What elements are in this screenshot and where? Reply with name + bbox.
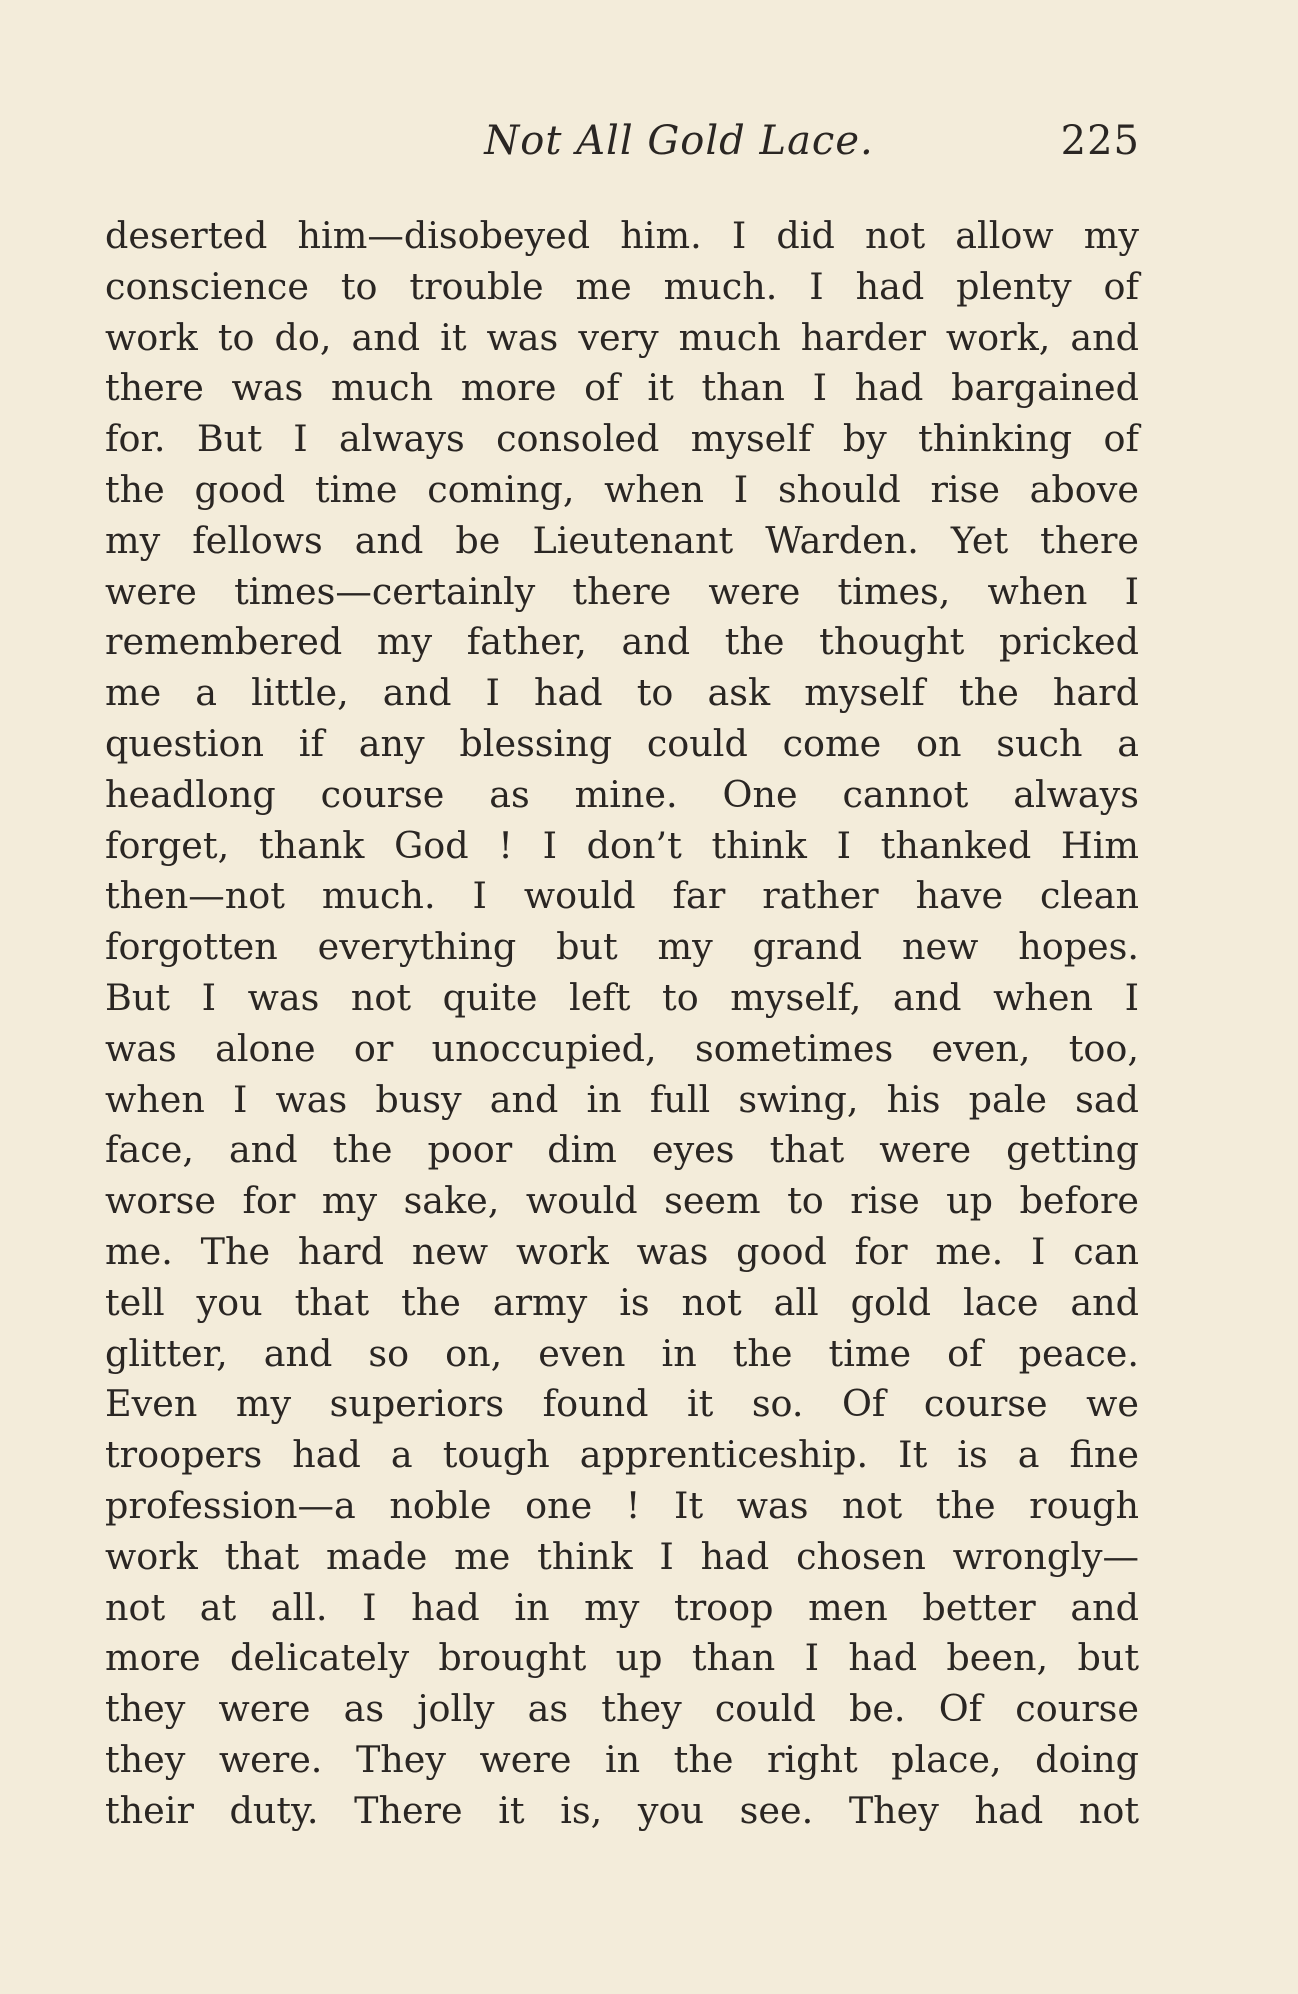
text-line: not at all. I had in my troop men better and bbox=[105, 1585, 1139, 1629]
text-line: troopers had a tough apprenticeship. It is a fine bbox=[105, 1433, 1139, 1477]
text-line: worse for my sake, would seem to rise up before bbox=[105, 1179, 1139, 1223]
text-line: was alone or unoccupied, sometimes even, too, bbox=[105, 1026, 1139, 1070]
text-line: were times—certainly there were times, when I bbox=[105, 569, 1139, 613]
text-line: forgotten everything but my grand new hopes. bbox=[105, 925, 1139, 969]
text-line: for. But I always consoled myself by thinking of bbox=[105, 417, 1139, 461]
text-line: me a little, and I had to ask myself the hard bbox=[105, 671, 1139, 715]
text-line: more delicately brought up than I had been, but bbox=[105, 1636, 1139, 1680]
text-line: profession—a noble one ! It was not the rough bbox=[105, 1483, 1139, 1527]
text-line: work that made me think I had chosen wrongly— bbox=[105, 1534, 1139, 1578]
text-line: there was much more of it than I had bargained bbox=[105, 366, 1139, 410]
text-line: they were as jolly as they could be. Of course bbox=[105, 1687, 1139, 1731]
text-line: when I was busy and in full swing, his pale sad bbox=[105, 1077, 1139, 1121]
text-line: their duty. There it is, you see. They had not bbox=[105, 1788, 1139, 1832]
page-number: 225 bbox=[1060, 118, 1140, 164]
text-line: conscience to trouble me much. I had plenty of bbox=[105, 264, 1139, 308]
text-line: headlong course as mine. One cannot always bbox=[105, 772, 1139, 816]
text-line: me. The hard new work was good for me. I can bbox=[105, 1229, 1139, 1273]
text-line: face, and the poor dim eyes that were getting bbox=[105, 1128, 1139, 1172]
text-line: Even my superiors found it so. Of course we bbox=[105, 1382, 1139, 1426]
text-line: tell you that the army is not all gold lace and bbox=[105, 1280, 1139, 1324]
text-line: remembered my father, and the thought pricked bbox=[105, 620, 1139, 664]
text-line: they were. They were in the right place, doing bbox=[105, 1737, 1139, 1781]
text-line: work to do, and it was very much harder work, and bbox=[105, 315, 1139, 359]
text-line: my fellows and be Lieutenant Warden. Yet there bbox=[105, 518, 1139, 562]
text-line: then—not much. I would far rather have clean bbox=[105, 874, 1139, 918]
text-line: forget, thank God ! I don’t think I thanked Him bbox=[105, 823, 1139, 867]
text-line: glitter, and so on, even in the time of peace. bbox=[105, 1331, 1139, 1375]
text-line: the good time coming, when I should rise above bbox=[105, 467, 1139, 511]
body-text bbox=[105, 211, 1139, 1837]
text-line: But I was not quite left to myself, and when I bbox=[105, 975, 1139, 1019]
text-line: deserted him—disobeyed him. I did not allow my bbox=[105, 214, 1139, 257]
running-title: Not All Gold Lace. bbox=[484, 118, 874, 164]
text-line: question if any blessing could come on such a bbox=[105, 721, 1139, 765]
